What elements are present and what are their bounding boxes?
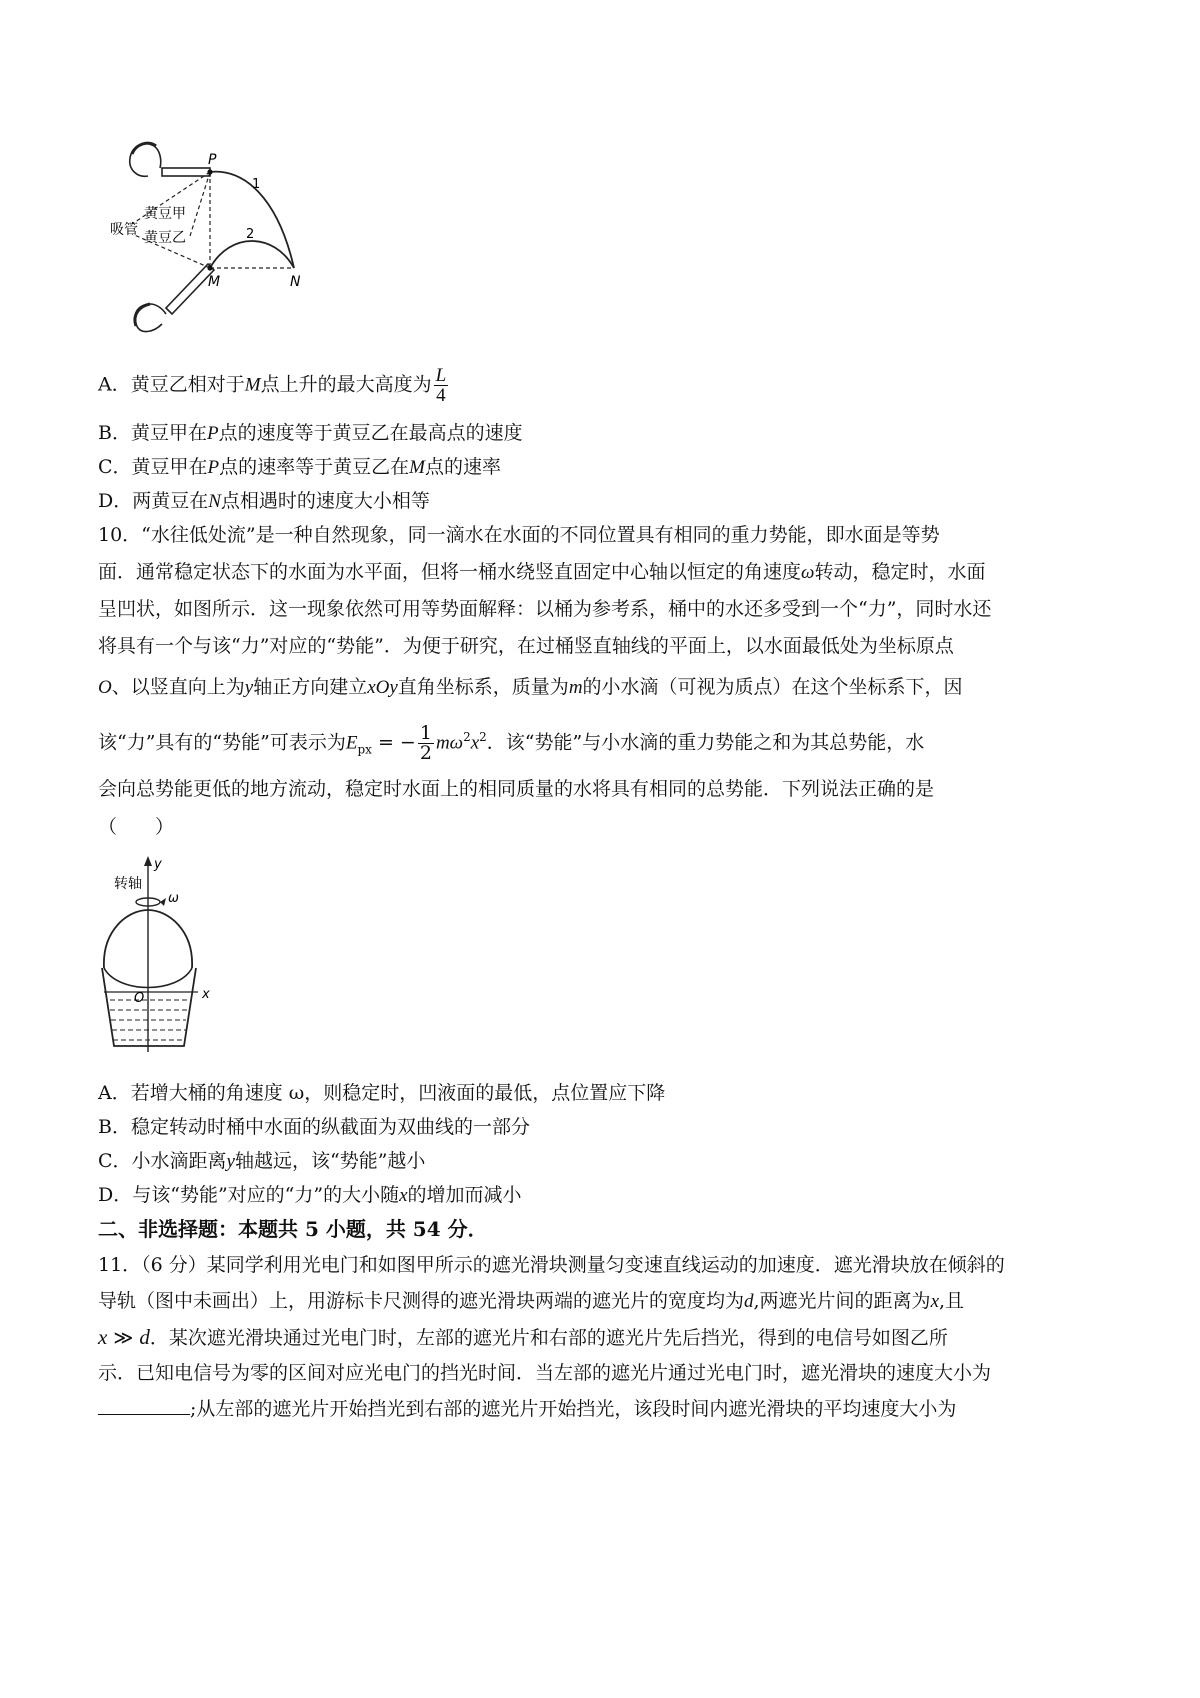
q9-option-a-prefix: A．黄豆乙相对于 <box>98 373 245 396</box>
q9-option-d[interactable] <box>98 488 430 515</box>
q10-formula-fraction <box>418 724 434 763</box>
q10-formula-x: x <box>470 732 480 754</box>
q10-line-2-a: 面．通常稳定状态下的水面为水平面，但将一桶水绕竖直固定中心轴以恒定的角速度 <box>98 561 802 583</box>
q10-y-var: y <box>244 677 254 698</box>
q10-line-4: 将具有一个与该“力”对应的“势能”．为便于研究，在过桶竖直轴线的平面上，以水面最低处为坐标原点 <box>98 635 954 657</box>
label-x: x <box>202 987 210 1002</box>
q9-option-a-fraction <box>434 366 449 405</box>
q11-x-var: x <box>930 1291 939 1312</box>
q10-line-6 <box>98 724 924 763</box>
q10-line-1: 10．“水往低处流”是一种自然现象，同一滴水在水面的不同位置具有相同的重力势能，即水面是等势 <box>98 524 940 546</box>
q10-line-5-b: 轴正方向建立 <box>253 676 368 698</box>
q11-line-3-a: ．某次遮光滑块通过光电门时，左部的遮光片和右部的遮光片先后挡光，得到的电信号如图乙所 <box>149 1327 948 1349</box>
q11-answer-blank-1[interactable] <box>98 1396 190 1415</box>
q10-option-d-rest: 的增加而减小 <box>407 1184 522 1206</box>
q10-option-b[interactable]: B．稳定转动时桶中水面的纵截面为双曲线的一部分 <box>98 1116 530 1138</box>
q10-line-6-b: ．该“势能”与小水滴的重力势能之和为其总势能，水 <box>486 731 925 754</box>
q9-option-d-prefix: D．两黄豆在 <box>98 490 209 512</box>
q11-line-5-text: ;从左部的遮光片开始挡光到右部的遮光片开始挡光，该段时间内遮光滑块的平均速度大小为 <box>190 1398 957 1420</box>
q10-origin-o: O <box>98 677 112 698</box>
q10-formula-sup1: 2 <box>463 730 471 745</box>
section-2-heading: 二、非选择题：本题共 5 小题，共 54 分． <box>98 1217 488 1241</box>
fraction-denominator: 2 <box>419 742 432 764</box>
q9-option-b-prefix: B．黄豆甲在 <box>98 422 207 444</box>
fraction-numerator: L <box>435 365 447 386</box>
label-trajectory-2: 2 <box>246 227 255 242</box>
trajectory-2 <box>210 241 294 268</box>
q10-xoy: xOy <box>367 677 398 698</box>
rotation-arrowhead <box>160 898 166 906</box>
q10-option-c[interactable] <box>98 1148 425 1175</box>
q11-line-2-b: ,两遮光片间的距离为 <box>753 1290 931 1312</box>
q11-line-2-c: ,且 <box>939 1290 965 1312</box>
q10-option-c-var: y <box>226 1151 235 1172</box>
label-p: P <box>208 152 217 168</box>
label-trajectory-1: 1 <box>252 177 261 192</box>
q9-option-a-var: M <box>244 374 261 396</box>
q9-option-b-rest: 点的速度等于黄豆乙在最高点的速度 <box>218 422 523 444</box>
q9-option-c-prefix: C．黄豆甲在 <box>98 456 208 478</box>
q9-option-a[interactable] <box>98 366 450 405</box>
q11-line-5 <box>98 1396 956 1422</box>
q10-m-var: m <box>568 677 583 698</box>
q9-option-c-var2: M <box>409 457 425 478</box>
q10-line-5-a: 、以竖直向上为 <box>111 676 245 698</box>
q11-cond-d: d <box>139 1325 150 1349</box>
q10-formula-mw: mω <box>435 732 464 754</box>
point-m-dot <box>207 265 212 270</box>
label-n: N <box>290 274 301 290</box>
q11-line-1: 11．（6 分）某同学利用光电门和如图甲所示的遮光滑块测量匀变速直线运动的加速度．遮光滑块放在倾斜的 <box>98 1254 1005 1276</box>
q9-option-d-rest: 点相遇时的速度大小相等 <box>220 490 430 512</box>
q10-omega: ω <box>801 562 815 583</box>
fraction-numerator: 1 <box>419 722 432 744</box>
q10-option-d[interactable] <box>98 1182 522 1209</box>
label-bean-b: 黄豆乙 <box>144 230 186 246</box>
straw-bottom <box>166 264 214 314</box>
q11-d-var: d <box>744 1291 754 1312</box>
q10-option-c-rest: 轴越远，该“势能”越小 <box>234 1150 426 1172</box>
fraction-denominator: 4 <box>434 385 449 405</box>
head-bottom-hair <box>135 304 150 326</box>
q11-cond-rel: ≫ <box>107 1327 140 1349</box>
label-straw: 吸管 <box>110 222 138 238</box>
straw-top <box>162 168 210 176</box>
point-p-dot <box>207 169 212 174</box>
figure-rotating-bucket <box>98 852 238 1062</box>
q10-formula-sup2: 2 <box>479 730 487 745</box>
q9-option-c-mid: 点的速率等于黄豆乙在 <box>219 456 410 478</box>
label-y: y <box>154 857 162 872</box>
q11-line-3 <box>98 1324 948 1351</box>
y-axis-arrow <box>144 856 152 866</box>
label-origin: O <box>134 991 145 1006</box>
q10-formula-eq: = − <box>371 731 416 754</box>
figure-bean-trajectories <box>110 128 330 346</box>
q9-option-b[interactable] <box>98 420 523 447</box>
label-m: M <box>208 274 221 290</box>
label-omega: ω <box>168 891 179 906</box>
q9-option-c[interactable] <box>98 454 501 481</box>
q9-option-a-mid: 点上升的最大高度为 <box>260 373 432 396</box>
q11-cond-x: x <box>98 1325 108 1349</box>
label-bean-a: 黄豆甲 <box>144 206 186 222</box>
water-hatching <box>110 1000 188 1040</box>
q10-line-3: 呈凹状，如图所示．这一现象依然可用等势面解释：以桶为参考系，桶中的水还多受到一个“力”，同时水还 <box>98 598 992 620</box>
q10-option-a[interactable]: A．若增大桶的角速度 ω，则稳定时，凹液面的最低，点位置应下降 <box>98 1082 666 1104</box>
q10-line-2-b: 转动，稳定时，水面 <box>814 561 986 583</box>
q10-option-d-prefix: D．与该“势能”对应的“力”的大小随 <box>98 1184 400 1206</box>
q9-option-d-var: N <box>208 491 221 512</box>
q10-formula-sub: px <box>357 742 372 757</box>
q10-line-5-d: 的小水滴（可视为质点）在这个坐标系下，因 <box>582 676 963 698</box>
q10-line-6-a: 该“力”具有的“势能”可表示为 <box>98 731 346 754</box>
q11-line-4: 示．已知电信号为零的区间对应光电门的挡光时间．当左部的遮光片通过光电门时，遮光滑块的速度大小为 <box>98 1362 992 1384</box>
q11-line-2 <box>98 1288 964 1315</box>
q9-option-b-var: P <box>206 423 219 444</box>
q10-option-d-var: x <box>399 1185 408 1206</box>
q10-line-7: 会向总势能更低的地方流动，稳定时水面上的相同质量的水将具有相同的总势能．下列说法正确的是 <box>98 778 935 800</box>
q11-line-2-a: 导轨（图中未画出）上，用游标卡尺测得的遮光滑块两端的遮光片的宽度均为 <box>98 1290 745 1312</box>
head-top-hair <box>132 143 156 154</box>
q10-line-5 <box>98 674 963 701</box>
q10-answer-bracket: （ ） <box>98 816 175 838</box>
q10-line-5-c: 直角坐标系，质量为 <box>397 676 569 698</box>
q9-option-c-var1: P <box>207 457 220 478</box>
dashed-p-bean-b <box>190 172 210 236</box>
q9-option-c-rest: 点的速率 <box>425 456 502 478</box>
q10-line-2 <box>98 559 985 586</box>
q10-option-c-prefix: C．小水滴距离 <box>98 1150 227 1172</box>
q10-formula-e: E <box>345 732 358 754</box>
label-axis-shaft: 转轴 <box>114 876 142 892</box>
